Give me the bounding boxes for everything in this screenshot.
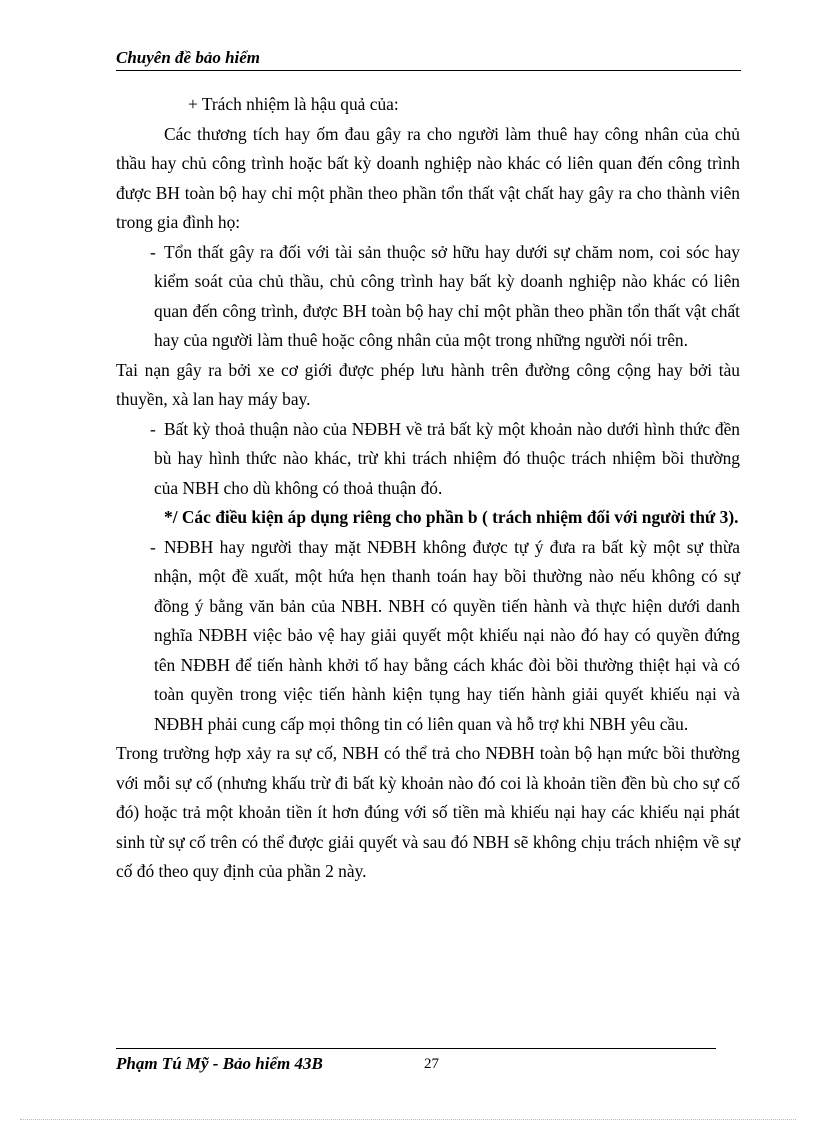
page-number: 27 (424, 1056, 439, 1072)
dash-marker: - (150, 536, 156, 557)
header-title: Chuyên đề bảo hiểm (116, 48, 261, 67)
document-body (116, 90, 740, 887)
dash-item-text: Tổn thất gây ra đối với tài sản thuộc sở hữu hay dưới sự chăm nom, coi sóc hay kiểm soát của chủ thầu, chủ công trình hay bất kỳ doanh nghiệp nào khác có liên quan đến công trình, được BH toàn bộ hay chỉ một phần theo phần tổn thất vật chất hay của người làm thuê hoặc công nhân của một trong những người nói trên. (154, 241, 740, 350)
paragraph-vehicle-accident: Tai nạn gây ra bởi xe cơ giới được phép lưu hành trên đường công cộng hay bởi tàu thuyền, xà lan hay máy bay. (116, 359, 740, 409)
header-rule (116, 70, 741, 71)
bullet-plus-line: + Trách nhiệm là hậu quả của: (188, 94, 399, 114)
paragraph-incident-payment: Trong trường hợp xảy ra sự cố, NBH có thể trả cho NĐBH toàn bộ hạn mức bồi thường với mỗi sự cố (nhưng khấu trừ đi bất kỳ khoản nào đó coi là khoản tiền đền bù cho sự cố đó) hoặc trả một khoản tiền ít hơn đúng với số tiền mà khiếu nại hay các khiếu nại phát sinh từ sự cố trên có thể được giải quyết và sau đó NBH sẽ không chịu trách nhiệm về sự cố đó theo quy định của phần 2 này. (116, 743, 740, 881)
page-header (116, 48, 741, 68)
dash-item-insured-obligations (116, 533, 740, 740)
dash-item-text: NĐBH hay người thay mặt NĐBH không được tự ý đưa ra bất kỳ một sự thừa nhận, một đề xuất, một hứa hẹn thanh toán hay bồi thường nào nếu không có sự đồng ý bằng văn bản của NBH. NBH có quyền tiến hành và thực hiện dưới danh nghĩa NĐBH việc bảo vệ hay giải quyết một khiếu nại nào đó hay có quyền đứng tên NĐBH để tiến hành khởi tố hay bằng cách khác đòi bồi thường thiệt hại và có toàn quyền trong việc tiến hành kiện tụng hay tiến hành giải quyết khiếu nại và NĐBH phải cung cấp mọi thông tin có liên quan và hỗ trợ khi NBH yêu cầu. (154, 536, 740, 734)
dash-item-text: Bất kỳ thoả thuận nào của NĐBH về trả bất kỳ một khoản nào dưới hình thức đền bù hay hình thức nào khác, trừ khi trách nhiệm đó thuộc trách nhiệm bồi thường của NBH cho dù không có thoả thuận đó. (154, 418, 740, 498)
dash-marker: - (150, 418, 156, 439)
footer-author: Phạm Tú Mỹ - Bảo hiểm 43B (116, 1054, 323, 1073)
dash-item-agreement (116, 415, 740, 504)
dash-item-property-loss (116, 238, 740, 356)
page-bottom-border (20, 1119, 796, 1120)
dash-marker: - (150, 241, 156, 262)
footer-rule (116, 1048, 716, 1049)
paragraph-injuries: Các thương tích hay ốm đau gây ra cho người làm thuê hay công nhân của chủ thầu hay chủ công trình hoặc bất kỳ doanh nghiệp nào khác có liên quan đến công trình được BH toàn bộ hay chỉ một phần theo phần tổn thất vật chất hay gây ra cho thành viên trong gia đình họ: (116, 123, 740, 232)
section-heading: */ Các điều kiện áp dụng riêng cho phần b ( trách nhiệm đối với người thứ 3). (164, 507, 739, 527)
